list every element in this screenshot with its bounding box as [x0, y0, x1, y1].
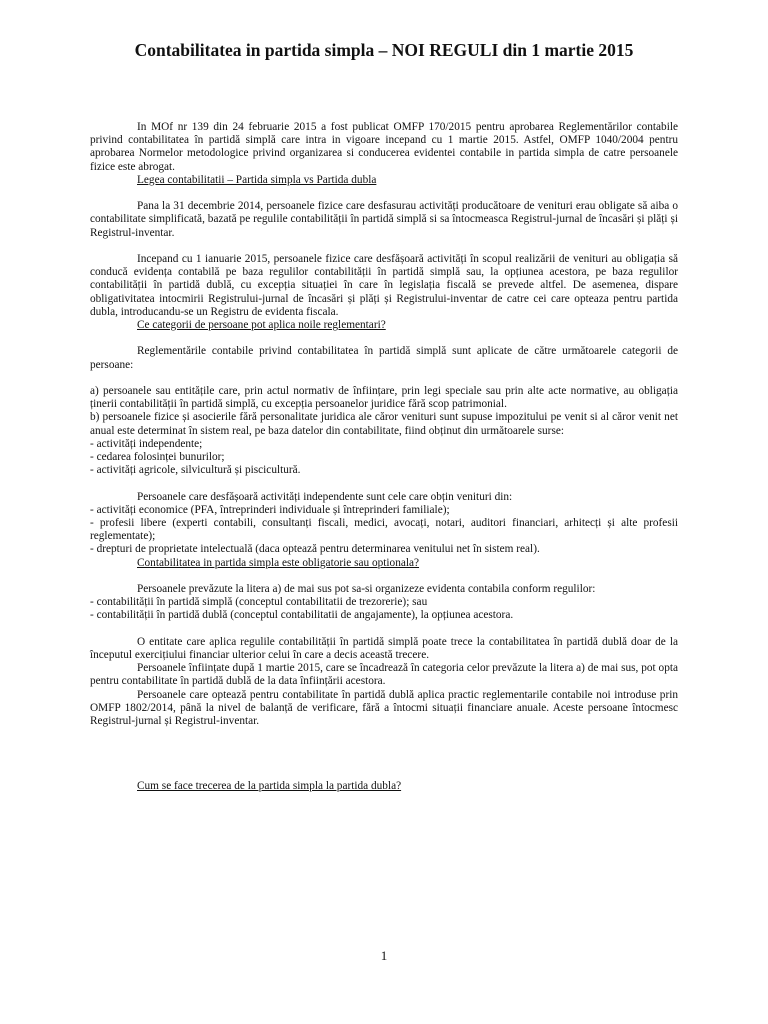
paragraph-3: Reglementările contabile privind contabilitatea în partidă simplă sunt aplicate de către următoarele categorii de persoane:	[90, 345, 678, 371]
paragraph-1: Pana la 31 decembrie 2014, persoanele fizice care desfasurau activități producătoare de venituri erau obligate să aiba o contabilitate simplificată, bazată pe regulile contabilității în partidă simplă si sa întocmeasca Registrul-jurnal de încasări și plăți și Registrul-inventar.	[90, 200, 678, 239]
list-item: - contabilității în partidă dublă (conceptul contabilitatii de angajamente), la opțiunea acestora.	[90, 609, 514, 622]
paragraph-4b: b) persoanele fizice și asocierile fără personalitate juridica ale căror venituri sunt supuse impozitului pe venit si al căror venit net anual este determinat în sistem real, pe baza datelor din contabilitate, fiind obținut din următoarele surse:	[90, 411, 678, 437]
document-body	[90, 121, 678, 793]
section-heading-2: Ce categorii de persoane pot aplica noile reglementari?	[137, 319, 386, 332]
list-item: - activități agricole, silvicultură și piscicultură.	[90, 464, 301, 477]
section-heading-4: Cum se face trecerea de la partida simpla la partida dubla?	[137, 780, 402, 793]
list-item: - profesii libere (experti contabili, consultanți fiscali, medici, avocați, notari, auditori financiari, arhitecți și alte profesii reglementate);	[90, 517, 678, 543]
paragraph-4a: a) persoanele sau entitățile care, prin actul normativ de înființare, prin legi speciale sau prin alte acte normative, au obligația ținerii contabilității în partidă simplă, cu excepția persoanelor juridice fără scop patrimonial.	[90, 385, 678, 411]
intro-paragraph: In MOf nr 139 din 24 februarie 2015 a fost publicat OMFP 170/2015 pentru aprobarea Reglementărilor contabile privind contabilitatea în partidă simplă care intra in vigoare incepand cu 1 martie 2015. Astfel, OMFP 1040/2004 pentru aprobarea Normelor metodologice privind organizarea si conducerea evidentei contabile in partida simpla de catre persoanele fizice este abrogat.	[90, 121, 678, 173]
section-heading-1: Legea contabilitatii – Partida simpla vs Partida dubla	[137, 173, 377, 186]
paragraph-6: Persoanele prevăzute la litera a) de mai sus pot sa-si organizeze evidenta contabila conform regulilor:	[137, 583, 596, 596]
list-item: - activități independente;	[90, 437, 203, 450]
paragraph-2: Incepand cu 1 ianuarie 2015, persoanele fizice care desfășoară activități în scopul realizării de venituri au obligația să conducă evidența contabilă pe baza regulilor contabilității în partidă simplă sau, la opțiunea acestora, pe baza regulilor contabilității în partidă dublă, cu excepția situației în care în legislația fiscală se prevede altfel. De asemenea, dispare obligativitatea intocmirii Registrului-jurnal de încasări și plăți și Registrului-inventar de catre cei care opteaza pentru partida dubla, introducandu-se un Registru de evidenta fiscala.	[90, 253, 678, 318]
list-item: - activități economice (PFA, întreprinderi individuale și întreprinderi familiale);	[90, 503, 450, 516]
document-title: Contabilitatea in partida simpla – NOI REGULI din 1 martie 2015	[134, 40, 634, 60]
list-item: - drepturi de proprietate intelectuală (daca optează pentru determinarea venitului net în sistem real).	[90, 543, 540, 556]
list-item: - cedarea folosinței bunurilor;	[90, 451, 225, 464]
paragraph-5: Persoanele care desfășoară activități independente sunt cele care obțin venituri din:	[137, 490, 513, 503]
paragraph-8: Persoanele înființate după 1 martie 2015, care se încadrează în categoria celor prevăzute la litera a) de mai sus, pot opta pentru contabilitate în partidă dublă de la data înființării acestora.	[90, 662, 678, 688]
page-number: 1	[380, 948, 388, 963]
list-item: - contabilității în partidă simplă (conceptul contabilitatii de trezorerie); sau	[90, 596, 428, 609]
paragraph-9: Persoanele care optează pentru contabilitate în partidă dublă aplica practic reglementarile contabile noi introduse prin OMFP 1802/2014, până la nivel de balanță de verificare, fără a întocmi situații financiare anuale. Aceste persoane întocmesc Registrul-jurnal și Registrul-inventar.	[90, 688, 678, 728]
paragraph-7: O entitate care aplica regulile contabilității în partidă simplă poate trece la contabilitatea în partidă dublă doar de la începutul exercițiului financiar ulterior celui în care a decis această trecere.	[90, 635, 678, 662]
section-heading-3: Contabilitatea in partida simpla este obligatorie sau optionala?	[137, 556, 420, 569]
